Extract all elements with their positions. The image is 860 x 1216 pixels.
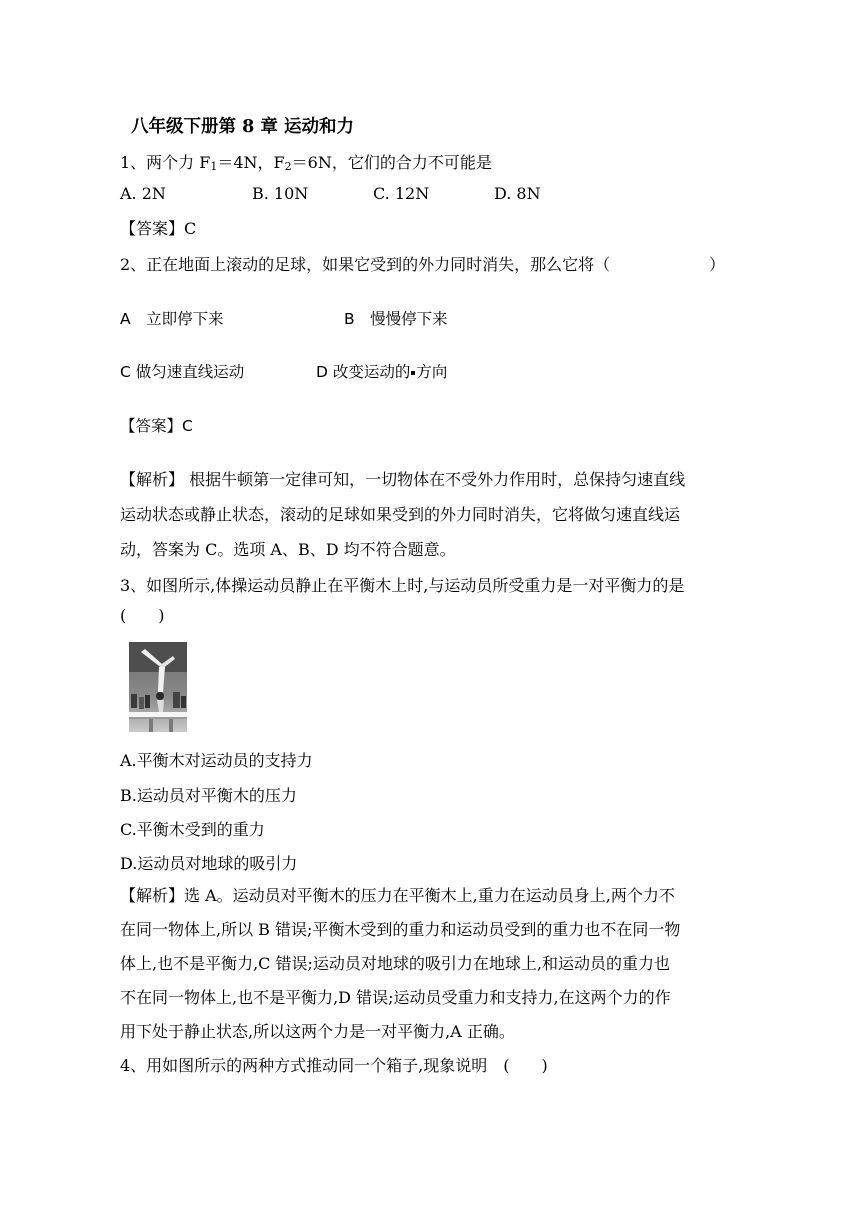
q2-analysis-line-2: 运动状态或静止状态，滚动的足球如果受到的外力同时消失，它将做匀速直线运 (120, 505, 681, 524)
q3-option-a: A.平衡木对运动员的支持力 (120, 751, 313, 770)
question-3-stem-line-2: ( ) (120, 606, 165, 625)
q1-option-b: B. 10N (252, 184, 309, 203)
q3-analysis-line-1: 【解析】选 A。运动员对平衡木的压力在平衡木上,重力在运动员身上,两个力不 (120, 886, 675, 905)
q2-analysis-line-1: 【解析】 根据牛顿第一定律可知，一切物体在不受外力作用时，总保持匀速直线 (120, 470, 686, 489)
q1-option-a: A. 2N (120, 184, 166, 203)
q2-option-d (316, 362, 447, 382)
q2-option-d-text: D 改变运动的 (316, 363, 411, 381)
subscript-2: 2 (284, 160, 292, 173)
question-4-stem: 4、用如图所示的两种方式推动同一个箱子,现象说明 ( ) (120, 1056, 548, 1075)
page-title: 八年级下册第 8 章 运动和力 (131, 117, 354, 137)
q3-analysis-line-2: 在同一物体上,所以 B 错误;平衡木受到的重力和运动员受到的重力也不在同一物 (120, 920, 681, 939)
q2-option-b: B 慢慢停下来 (344, 310, 448, 328)
question-3-stem-line-1: 3、如图所示,体操运动员静止在平衡木上时,与运动员所受重力是一对平衡力的是 (120, 576, 685, 595)
dot-mark-icon (411, 371, 415, 375)
q3-option-b: B.运动员对平衡木的压力 (120, 786, 297, 805)
q3-option-c: C.平衡木受到的重力 (120, 820, 265, 839)
q3-option-d: D.运动员对地球的吸引力 (120, 854, 298, 873)
q1-stem-part: 1、两个力 F (120, 153, 211, 172)
q2-option-a: A 立即停下来 (120, 310, 224, 328)
subscript-1: 1 (210, 160, 218, 173)
q2-option-d-text-end: 方向 (416, 363, 448, 381)
q1-stem-part: ＝6N，它们的合力不可能是 (291, 153, 492, 172)
q2-option-c: C 做匀速直线运动 (120, 363, 245, 381)
q1-option-d: D. 8N (494, 184, 541, 203)
q1-option-c: C. 12N (373, 184, 430, 203)
q1-answer: 【答案】C (120, 219, 197, 238)
q2-answer: 【答案】C (120, 417, 193, 435)
q1-stem-part: ＝4N，F (217, 153, 285, 172)
q2-stem-end: ） (709, 255, 726, 274)
q3-analysis-line-3: 体上,也不是平衡力,C 错误;运动员对地球的吸引力在地球上,和运动员的重力也 (120, 954, 670, 973)
q2-analysis-line-3: 动，答案为 C。选项 A、B、D 均不符合题意。 (120, 540, 456, 559)
question-2-stem: 2、正在地面上滚动的足球，如果它受到的外力同时消失，那么它将（ (120, 255, 611, 274)
question-1-stem (120, 153, 492, 173)
q3-analysis-line-4: 不在同一物体上,也不是平衡力,D 错误;运动员受重力和支持力,在这两个力的作 (120, 988, 671, 1007)
gymnast-balance-beam-photo (129, 642, 187, 732)
q3-analysis-line-5: 用下处于静止状态,所以这两个力是一对平衡力,A 正确。 (120, 1022, 515, 1041)
